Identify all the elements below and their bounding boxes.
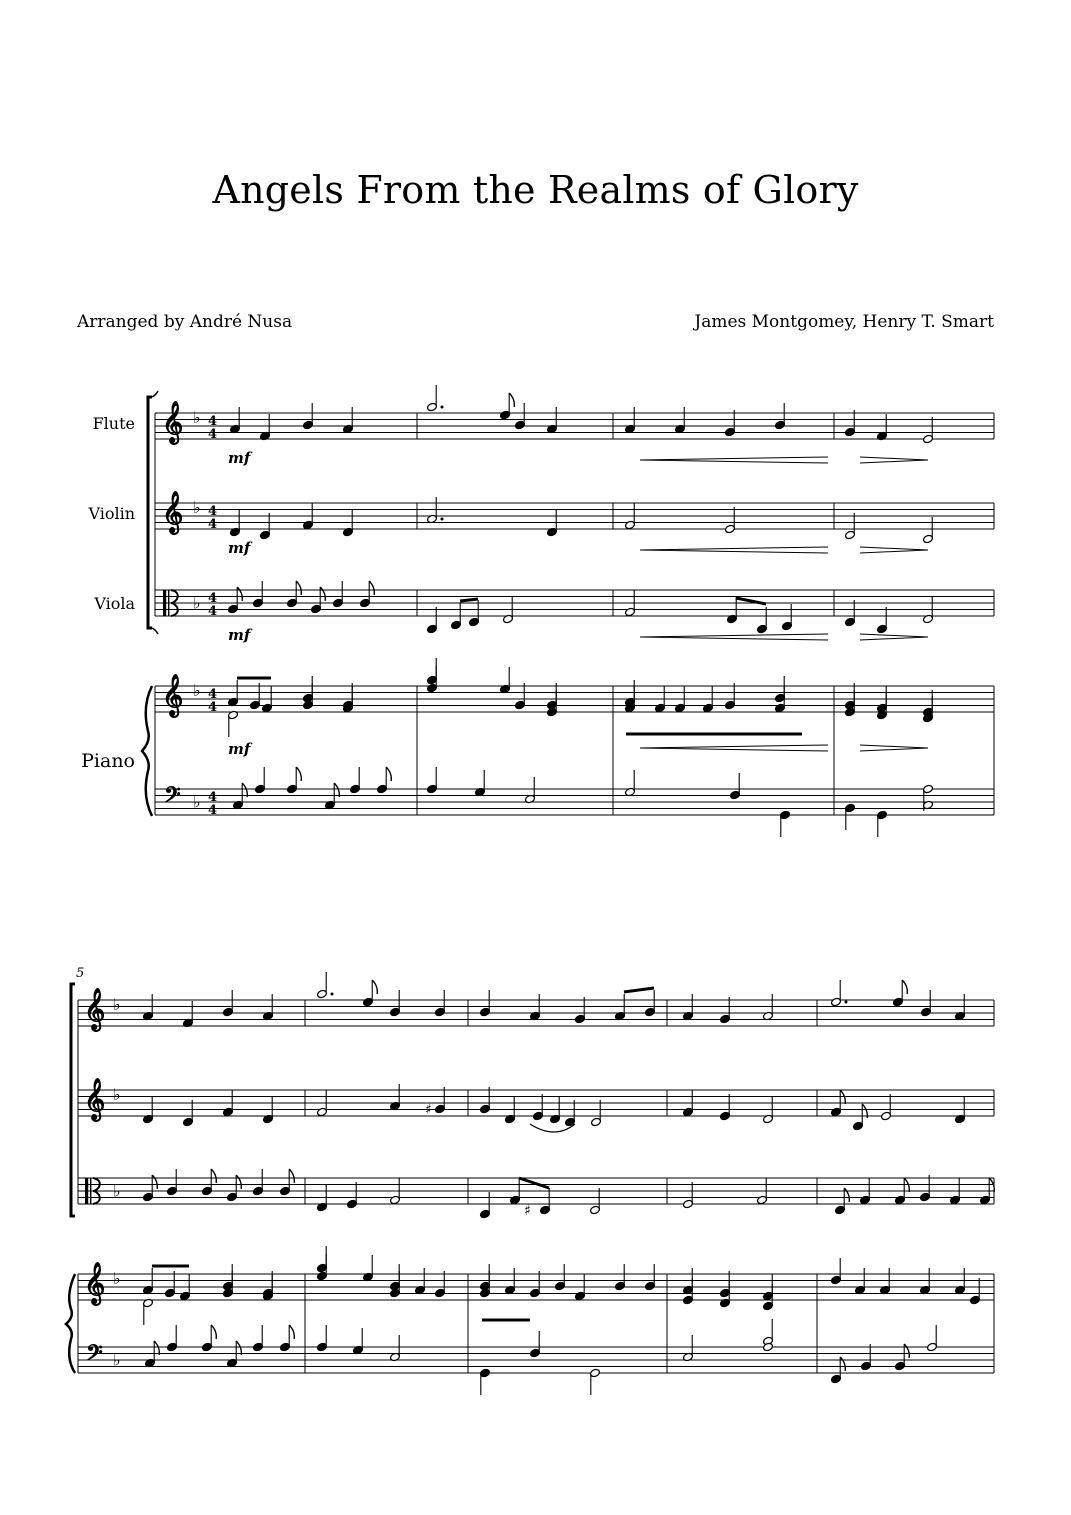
note-flag — [289, 1325, 294, 1339]
dynamic-mf: mf — [228, 740, 251, 758]
alto-clef-icon — [90, 1178, 91, 1204]
note-flag — [509, 393, 514, 407]
crescendo-hairpin — [640, 745, 828, 751]
flat-key-signature: ♭ — [193, 792, 201, 812]
instrument-label-piano: Piano — [81, 750, 135, 772]
dynamic-mf: mf — [228, 626, 251, 644]
beam — [460, 599, 478, 601]
time-signature-top: 4 — [208, 790, 218, 805]
note-flag — [320, 587, 325, 601]
sharp-accidental: ♯ — [524, 1203, 531, 1219]
bass-clef-icon: 𝄢 — [164, 783, 181, 813]
treble-clef-icon: 𝄞 — [84, 1078, 106, 1120]
time-signature-top: 4 — [208, 591, 218, 606]
decrescendo-hairpin — [860, 634, 928, 640]
time-signature-top: 4 — [208, 687, 218, 702]
note-flag — [236, 1175, 241, 1189]
time-signature-bottom: 4 — [208, 604, 218, 619]
flat-key-signature: ♭ — [113, 1085, 121, 1104]
flat-key-signature: ♭ — [113, 1350, 121, 1370]
alto-clef-icon — [168, 590, 169, 616]
note-flag — [372, 980, 377, 994]
bass-clef-icon: 𝄢 — [86, 1341, 103, 1371]
note-flag — [844, 1188, 849, 1202]
beam — [624, 988, 654, 992]
note-flag — [242, 783, 247, 797]
note-flag — [211, 1325, 216, 1339]
piano-brace — [142, 686, 152, 816]
dynamic-mf: mf — [228, 539, 251, 557]
time-signature-bottom: 4 — [208, 517, 218, 532]
note-flag — [334, 783, 339, 797]
ensemble-bracket — [152, 628, 158, 634]
crescendo-hairpin — [640, 457, 828, 463]
dot — [441, 518, 444, 521]
crescendo-hairpin — [640, 634, 828, 640]
note-flag — [211, 1169, 216, 1183]
instrument-label-violin: Violin — [88, 504, 135, 523]
ensemble-bracket — [148, 397, 152, 628]
flat-key-signature: ♭ — [193, 681, 201, 700]
sharp-accidental: ♯ — [425, 1102, 432, 1118]
instrument-label-flute: Flute — [92, 414, 135, 433]
flat-key-signature: ♭ — [193, 498, 201, 517]
flat-key-signature: ♭ — [113, 1269, 121, 1288]
alto-clef-icon — [85, 1178, 88, 1204]
note-flag — [386, 767, 391, 781]
decrescendo-hairpin — [860, 745, 928, 751]
note-flag — [152, 1175, 157, 1189]
treble-clef-icon: 𝄞 — [162, 401, 184, 443]
decrescendo-hairpin — [860, 457, 928, 463]
score-title: Angels From the Realms of Glory — [212, 168, 859, 212]
time-signature-bottom: 4 — [208, 427, 218, 442]
composer-credit: James Montgomey, Henry T. Smart — [694, 312, 994, 332]
beam — [519, 1178, 549, 1188]
decrescendo-hairpin — [860, 547, 928, 553]
arranger-credit: Arranged by André Nusa — [77, 312, 293, 332]
treble-clef-icon: 𝄞 — [84, 988, 106, 1030]
dynamic-mf: mf — [228, 449, 251, 467]
dot — [331, 993, 334, 996]
dot — [441, 406, 444, 409]
measure-number: 5 — [76, 966, 85, 981]
piano-brace — [66, 1274, 75, 1373]
alto-clef-icon — [163, 590, 166, 616]
dot — [845, 1001, 848, 1004]
ensemble-bracket — [71, 984, 75, 1216]
note-flag — [236, 1341, 241, 1355]
note-flag — [154, 1341, 159, 1355]
time-signature-bottom: 4 — [208, 803, 218, 818]
note-flag — [840, 1357, 845, 1371]
note-flag — [296, 767, 301, 781]
crescendo-hairpin — [640, 547, 828, 553]
flat-key-signature: ♭ — [193, 408, 201, 427]
treble-clef-icon: 𝄞 — [162, 674, 184, 716]
time-signature-top: 4 — [208, 414, 218, 429]
flat-key-signature: ♭ — [193, 593, 201, 613]
note-flag — [289, 1169, 294, 1183]
ensemble-bracket — [152, 391, 158, 397]
note-flag — [904, 1344, 909, 1358]
note-flag — [296, 581, 301, 595]
time-signature-bottom: 4 — [208, 700, 218, 715]
note-flag — [237, 587, 242, 601]
treble-clef-icon: 𝄞 — [84, 1262, 106, 1304]
note-flag — [902, 980, 907, 994]
time-signature-top: 4 — [208, 504, 218, 519]
flat-key-signature: ♭ — [113, 995, 121, 1014]
instrument-label-viola: Viola — [94, 594, 135, 613]
note-flag — [369, 581, 374, 595]
flat-key-signature: ♭ — [113, 1181, 121, 1201]
treble-clef-icon: 𝄞 — [162, 491, 184, 533]
